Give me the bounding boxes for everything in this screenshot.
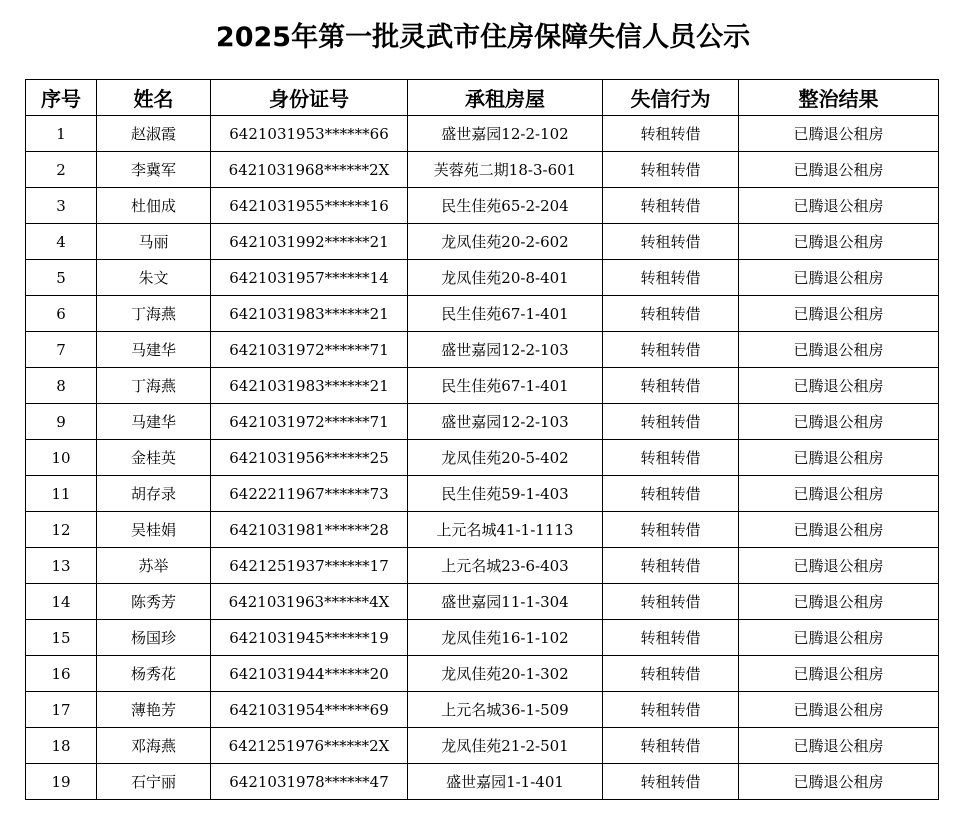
table-row <box>26 728 939 764</box>
cell-house: 民生佳苑67-1-401 <box>408 368 603 404</box>
cell-no: 9 <box>26 404 97 440</box>
cell-name: 李冀军 <box>97 152 211 188</box>
cell-result: 已腾退公租房 <box>739 656 939 692</box>
cell-id-number: 6421031963******4X <box>211 584 408 620</box>
cell-result: 已腾退公租房 <box>739 296 939 332</box>
table-row <box>26 584 939 620</box>
roster-table <box>25 79 939 800</box>
cell-house: 上元名城36-1-509 <box>408 692 603 728</box>
cell-no: 18 <box>26 728 97 764</box>
cell-result: 已腾退公租房 <box>739 764 939 800</box>
table-row <box>26 656 939 692</box>
cell-result: 已腾退公租房 <box>739 116 939 152</box>
cell-action: 转租转借 <box>603 764 739 800</box>
table-header-row <box>26 80 939 116</box>
column-header-no: 序号 <box>26 80 97 116</box>
table-row <box>26 368 939 404</box>
table-row <box>26 332 939 368</box>
cell-name: 苏举 <box>97 548 211 584</box>
cell-name: 杜佃成 <box>97 188 211 224</box>
cell-name: 胡存录 <box>97 476 211 512</box>
cell-result: 已腾退公租房 <box>739 440 939 476</box>
cell-id-number: 6421031983******21 <box>211 296 408 332</box>
cell-name: 马丽 <box>97 224 211 260</box>
cell-no: 12 <box>26 512 97 548</box>
cell-no: 13 <box>26 548 97 584</box>
cell-action: 转租转借 <box>603 692 739 728</box>
cell-house: 龙凤佳苑20-1-302 <box>408 656 603 692</box>
cell-result: 已腾退公租房 <box>739 332 939 368</box>
column-header-id: 身份证号 <box>211 80 408 116</box>
cell-house: 盛世嘉园1-1-401 <box>408 764 603 800</box>
table-row <box>26 116 939 152</box>
cell-house: 龙凤佳苑20-5-402 <box>408 440 603 476</box>
cell-action: 转租转借 <box>603 260 739 296</box>
cell-result: 已腾退公租房 <box>739 512 939 548</box>
cell-name: 杨秀花 <box>97 656 211 692</box>
cell-id-number: 6421031955******16 <box>211 188 408 224</box>
cell-house: 龙凤佳苑20-8-401 <box>408 260 603 296</box>
table-row <box>26 188 939 224</box>
table-row <box>26 152 939 188</box>
cell-result: 已腾退公租房 <box>739 692 939 728</box>
cell-action: 转租转借 <box>603 296 739 332</box>
cell-result: 已腾退公租房 <box>739 548 939 584</box>
page-title: 2025年第一批灵武市住房保障失信人员公示 <box>215 22 751 53</box>
cell-id-number: 6421031972******71 <box>211 332 408 368</box>
cell-name: 马建华 <box>97 332 211 368</box>
table-row <box>26 548 939 584</box>
cell-name: 丁海燕 <box>97 368 211 404</box>
cell-house: 民生佳苑59-1-403 <box>408 476 603 512</box>
cell-no: 1 <box>26 116 97 152</box>
cell-result: 已腾退公租房 <box>739 620 939 656</box>
table-row <box>26 296 939 332</box>
table-row <box>26 440 939 476</box>
cell-house: 盛世嘉园11-1-304 <box>408 584 603 620</box>
table-row <box>26 620 939 656</box>
cell-result: 已腾退公租房 <box>739 584 939 620</box>
cell-name: 赵淑霞 <box>97 116 211 152</box>
cell-no: 4 <box>26 224 97 260</box>
cell-result: 已腾退公租房 <box>739 404 939 440</box>
table-row <box>26 476 939 512</box>
cell-no: 16 <box>26 656 97 692</box>
cell-result: 已腾退公租房 <box>739 152 939 188</box>
cell-id-number: 6422211967******73 <box>211 476 408 512</box>
cell-action: 转租转借 <box>603 368 739 404</box>
cell-id-number: 6421031956******25 <box>211 440 408 476</box>
cell-id-number: 6421031953******66 <box>211 116 408 152</box>
cell-action: 转租转借 <box>603 656 739 692</box>
column-header-result: 整治结果 <box>739 80 939 116</box>
cell-action: 转租转借 <box>603 224 739 260</box>
table-row <box>26 224 939 260</box>
cell-house: 盛世嘉园12-2-103 <box>408 332 603 368</box>
cell-action: 转租转借 <box>603 512 739 548</box>
cell-id-number: 6421031978******47 <box>211 764 408 800</box>
cell-no: 8 <box>26 368 97 404</box>
table-row <box>26 404 939 440</box>
cell-house: 民生佳苑67-1-401 <box>408 296 603 332</box>
table-row <box>26 692 939 728</box>
cell-name: 薄艳芳 <box>97 692 211 728</box>
table-row <box>26 260 939 296</box>
cell-name: 吴桂娟 <box>97 512 211 548</box>
cell-action: 转租转借 <box>603 728 739 764</box>
cell-result: 已腾退公租房 <box>739 224 939 260</box>
cell-id-number: 6421251976******2X <box>211 728 408 764</box>
cell-name: 马建华 <box>97 404 211 440</box>
cell-house: 芙蓉苑二期18-3-601 <box>408 152 603 188</box>
cell-id-number: 6421031954******69 <box>211 692 408 728</box>
cell-result: 已腾退公租房 <box>739 368 939 404</box>
cell-action: 转租转借 <box>603 116 739 152</box>
cell-no: 15 <box>26 620 97 656</box>
cell-action: 转租转借 <box>603 620 739 656</box>
cell-name: 邓海燕 <box>97 728 211 764</box>
cell-id-number: 6421031945******19 <box>211 620 408 656</box>
cell-result: 已腾退公租房 <box>739 476 939 512</box>
cell-name: 石宁丽 <box>97 764 211 800</box>
cell-house: 上元名城23-6-403 <box>408 548 603 584</box>
cell-name: 丁海燕 <box>97 296 211 332</box>
cell-action: 转租转借 <box>603 548 739 584</box>
cell-id-number: 6421031972******71 <box>211 404 408 440</box>
cell-id-number: 6421031944******20 <box>211 656 408 692</box>
cell-action: 转租转借 <box>603 584 739 620</box>
cell-result: 已腾退公租房 <box>739 728 939 764</box>
cell-no: 2 <box>26 152 97 188</box>
cell-name: 杨国珍 <box>97 620 211 656</box>
cell-result: 已腾退公租房 <box>739 188 939 224</box>
cell-house: 盛世嘉园12-2-103 <box>408 404 603 440</box>
cell-no: 7 <box>26 332 97 368</box>
cell-action: 转租转借 <box>603 476 739 512</box>
column-header-name: 姓名 <box>97 80 211 116</box>
cell-action: 转租转借 <box>603 404 739 440</box>
column-header-house: 承租房屋 <box>408 80 603 116</box>
column-header-action: 失信行为 <box>603 80 739 116</box>
cell-no: 5 <box>26 260 97 296</box>
cell-no: 19 <box>26 764 97 800</box>
cell-no: 3 <box>26 188 97 224</box>
cell-no: 17 <box>26 692 97 728</box>
cell-action: 转租转借 <box>603 152 739 188</box>
table-body <box>26 116 939 800</box>
cell-id-number: 6421031992******21 <box>211 224 408 260</box>
cell-house: 龙凤佳苑16-1-102 <box>408 620 603 656</box>
cell-name: 朱文 <box>97 260 211 296</box>
cell-name: 金桂英 <box>97 440 211 476</box>
cell-house: 盛世嘉园12-2-102 <box>408 116 603 152</box>
table-row <box>26 512 939 548</box>
table-row <box>26 764 939 800</box>
cell-house: 龙凤佳苑21-2-501 <box>408 728 603 764</box>
cell-id-number: 6421031981******28 <box>211 512 408 548</box>
cell-name: 陈秀芳 <box>97 584 211 620</box>
cell-id-number: 6421031968******2X <box>211 152 408 188</box>
cell-house: 民生佳苑65-2-204 <box>408 188 603 224</box>
cell-action: 转租转借 <box>603 332 739 368</box>
cell-no: 11 <box>26 476 97 512</box>
cell-house: 上元名城41-1-1113 <box>408 512 603 548</box>
cell-action: 转租转借 <box>603 440 739 476</box>
cell-action: 转租转借 <box>603 188 739 224</box>
cell-id-number: 6421031983******21 <box>211 368 408 404</box>
cell-no: 6 <box>26 296 97 332</box>
cell-no: 10 <box>26 440 97 476</box>
cell-id-number: 6421031957******14 <box>211 260 408 296</box>
cell-result: 已腾退公租房 <box>739 260 939 296</box>
cell-id-number: 6421251937******17 <box>211 548 408 584</box>
cell-no: 14 <box>26 584 97 620</box>
cell-house: 龙凤佳苑20-2-602 <box>408 224 603 260</box>
